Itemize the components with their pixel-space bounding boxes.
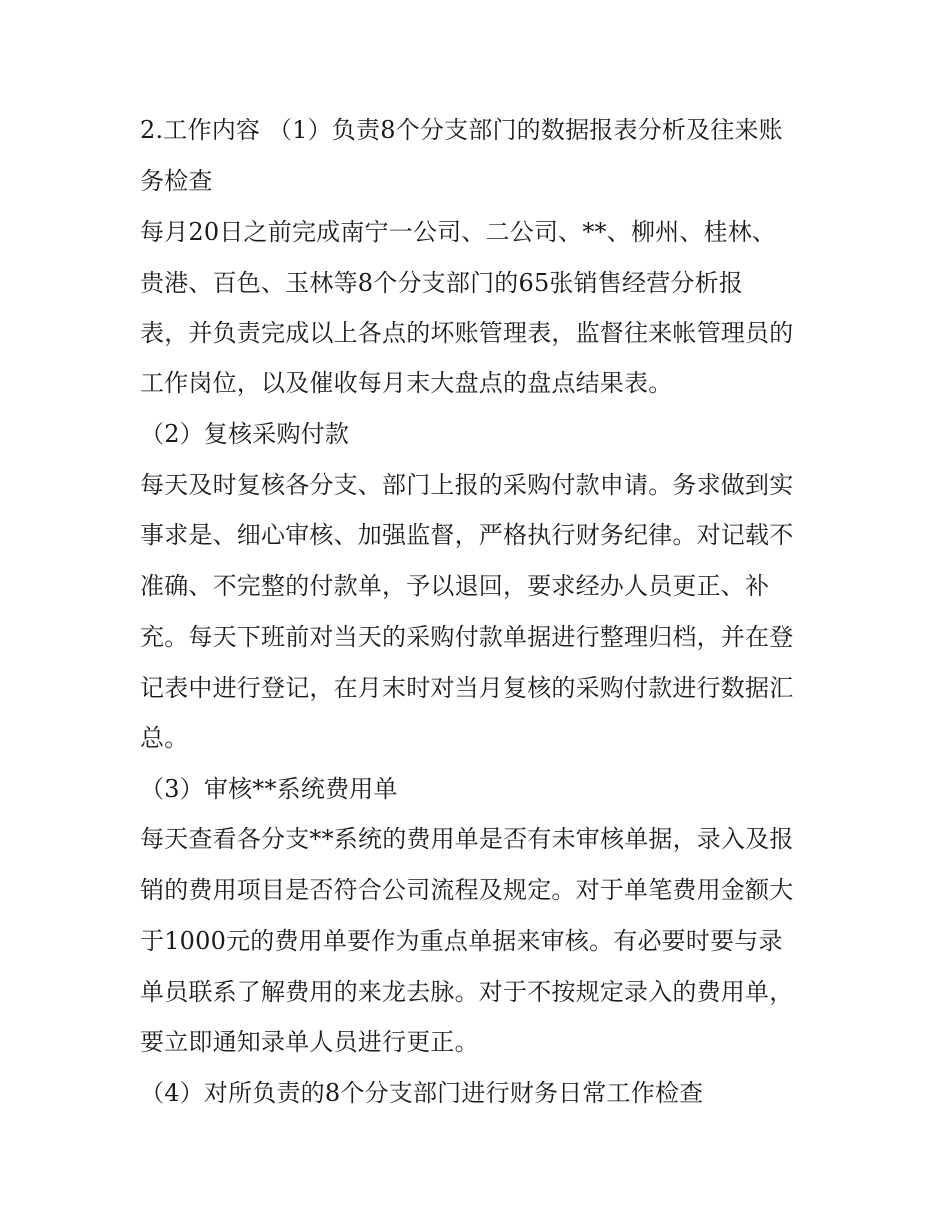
paragraph-line: 表，并负责完成以上各点的坏账管理表，监督往来帐管理员的 [140, 319, 794, 347]
paragraph-line: 于1000元的费用单要作为重点单据来审核。有必要时要与录 [140, 927, 783, 955]
paragraph-line: 每天查看各分支**系统的费用单是否有未审核单据，录入及报 [140, 825, 794, 853]
heading-work-content: 2.工作内容 （1）负责8个分支部门的数据报表分析及往来账 [140, 116, 783, 144]
paragraph-line: 总。 [140, 724, 189, 752]
paragraph-line: 准确、不完整的付款单，予以退回，要求经办人员更正、补 [140, 572, 770, 600]
section-heading-4: （4）对所负责的8个分支部门进行财务日常工作检查 [140, 1079, 704, 1107]
paragraph-line: 销的费用项目是否符合公司流程及规定。对于单笔费用金额大 [140, 876, 794, 904]
paragraph-line: 每天及时复核各分支、部门上报的采购付款申请。务求做到实 [140, 471, 794, 499]
paragraph-line: 事求是、细心审核、加强监督，严格执行财务纪律。对记载不 [140, 521, 794, 549]
paragraph-line: 记表中进行登记，在月末时对当月复核的采购付款进行数据汇 [140, 674, 794, 702]
paragraph-line: 要立即通知录单人员进行更正。 [140, 1028, 479, 1056]
paragraph-line: 每月20日之前完成南宁一公司、二公司、**、柳州、桂林、 [140, 218, 777, 246]
paragraph-line: 充。每天下班前对当天的采购付款单据进行整理归档，并在登 [140, 623, 794, 651]
paragraph-line: 贵港、百色、玉林等8个分支部门的65张销售经营分析报 [140, 269, 744, 297]
paragraph-line: 工作岗位，以及催收每月末大盘点的盘点结果表。 [140, 369, 673, 397]
section-heading-2: （2）复核采购付款 [140, 420, 350, 448]
paragraph-line: 单员联系了解费用的来龙去脉。对于不按规定录入的费用单， [140, 978, 794, 1006]
section-heading-3: （3）审核**系统费用单 [140, 775, 398, 803]
paragraph-line: 务检查 [140, 167, 213, 195]
